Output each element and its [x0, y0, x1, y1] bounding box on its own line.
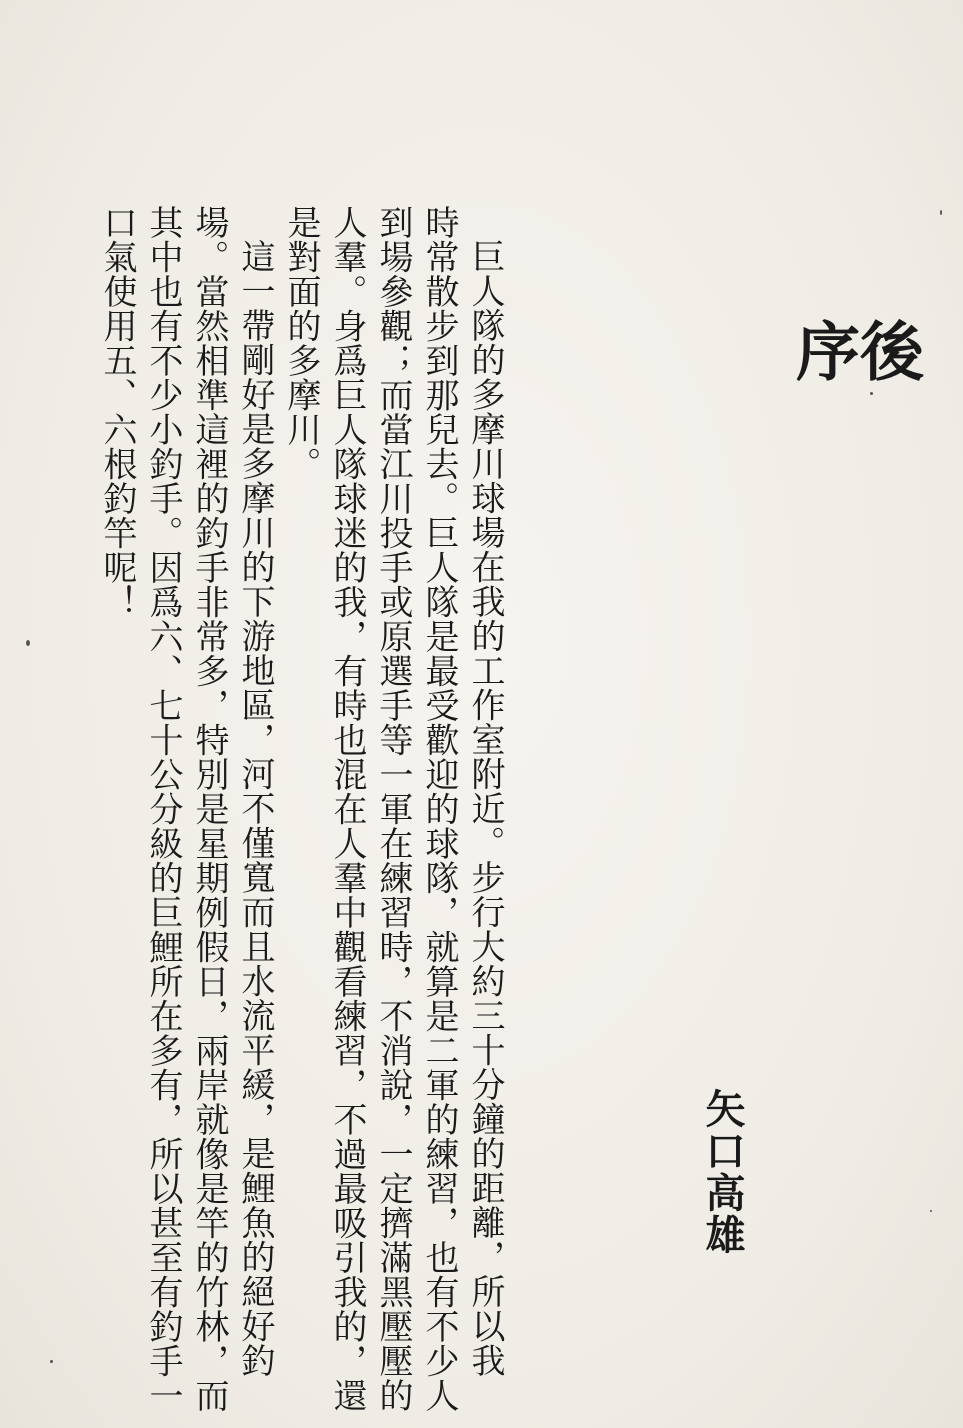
author-name: 矢口高雄: [699, 1088, 745, 1256]
paper-speck: [26, 640, 30, 646]
text-column: 這一帶剛好是多摩川的下游地區，河不僅寬而且水流平緩，是鯉魚的絕好釣: [235, 239, 275, 1378]
text-column: 時常散步到那兒去。巨人隊是最受歡迎的球隊，就算是二軍的練習，也有不少人: [419, 205, 459, 1413]
page-title: [785, 318, 923, 528]
paper-speck: [870, 392, 873, 395]
text-column: 口氣使用五、六根釣竿呢！: [97, 205, 137, 619]
text-column: 人羣。身爲巨人隊球迷的我，有時也混在人羣中觀看練習，不過最吸引我的，還: [327, 205, 367, 1413]
title-char-1: 後: [849, 318, 923, 382]
text-column: 到場參觀；而當江川投手或原選手等一軍在練習時，不消說，一定擠滿黑壓壓的: [373, 205, 413, 1413]
text-column: 其中也有不少小釣手。因爲六、七十公分級的巨鯉所在多有，所以甚至有釣手一: [143, 205, 183, 1413]
title-char-2: 序: [785, 318, 859, 382]
paper-speck: [940, 210, 942, 215]
text-column: 是對面的多摩川。: [281, 205, 321, 481]
text-column: 巨人隊的多摩川球場在我的工作室附近。步行大約三十分鐘的距離，所以我: [465, 239, 505, 1378]
body-text: [97, 205, 508, 1413]
paper-speck: [930, 1210, 932, 1212]
paper-speck: [50, 1360, 53, 1363]
text-column: 場。當然相準這裡的釣手非常多，特別是星期例假日，兩岸就像是竿的竹林，而: [189, 205, 229, 1413]
